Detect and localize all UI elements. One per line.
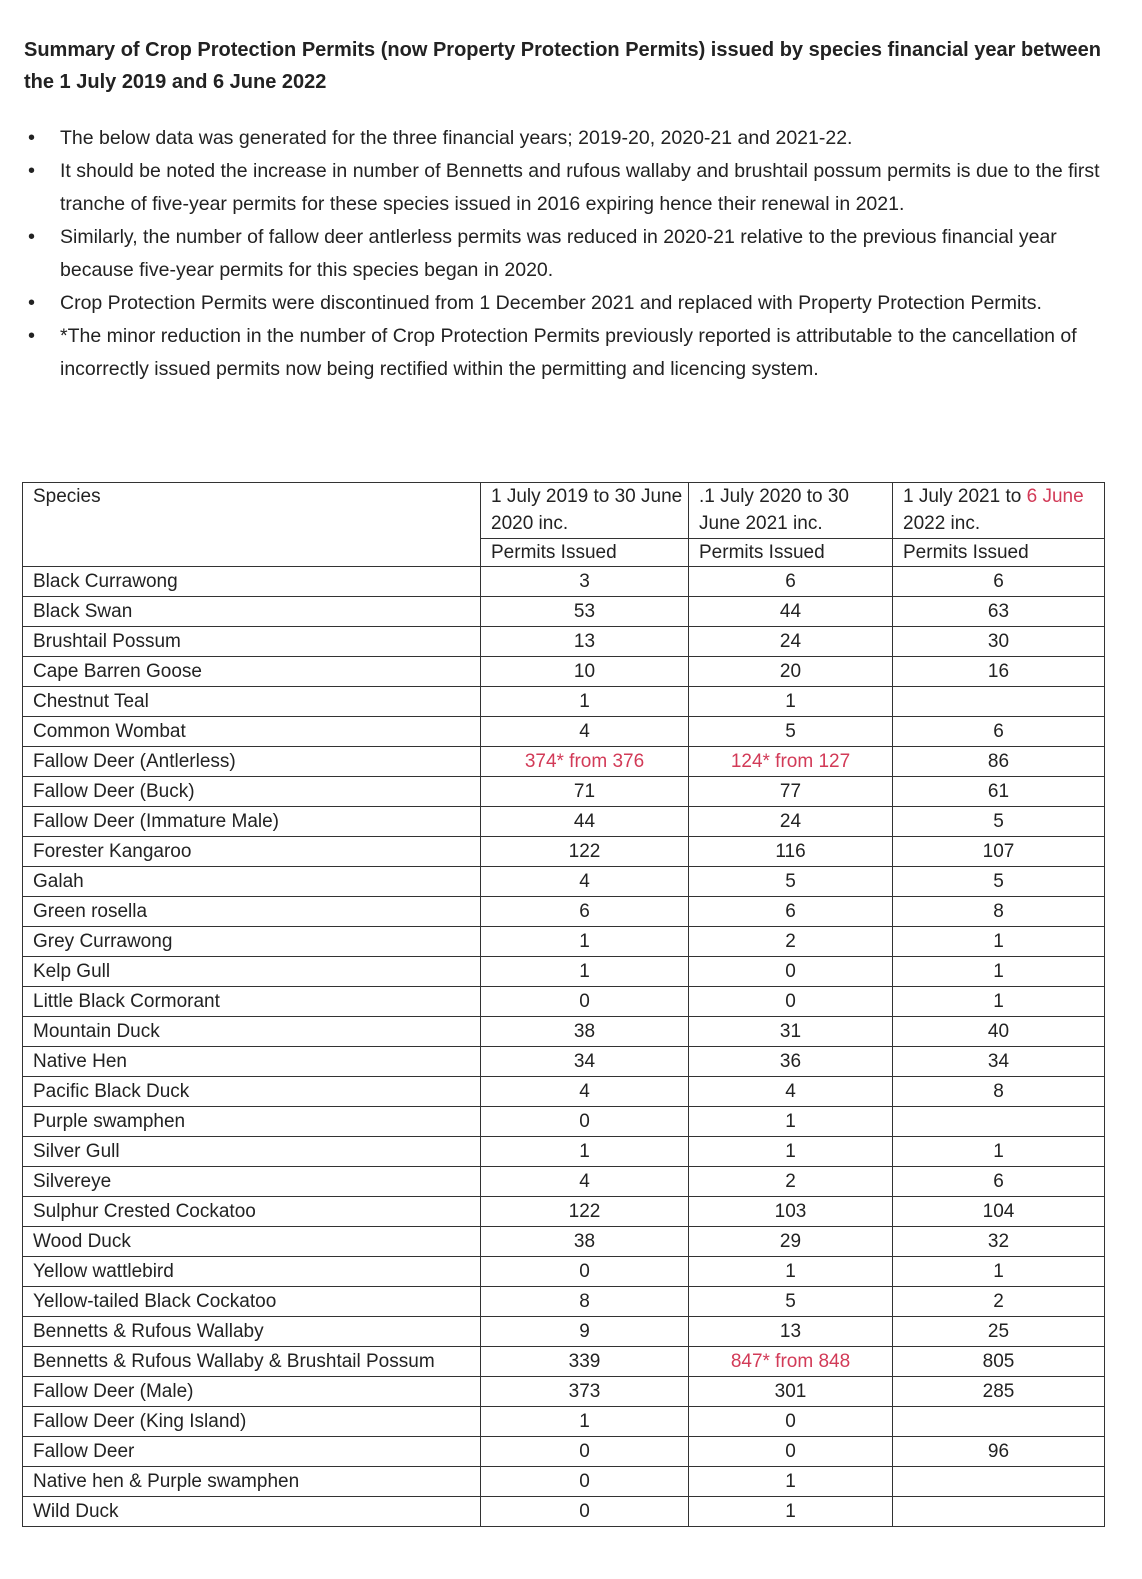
permit-count-cell bbox=[893, 1467, 1105, 1497]
period-2021-22-start: 1 July 2021 to bbox=[903, 486, 1027, 507]
permit-count-cell: 16 bbox=[893, 657, 1105, 687]
permit-count-cell: 1 bbox=[481, 687, 689, 717]
permit-count-cell: 285 bbox=[893, 1377, 1105, 1407]
permit-count-cell: 1 bbox=[689, 1497, 893, 1527]
species-cell: Common Wombat bbox=[23, 717, 481, 747]
period-2019-20-header: 1 July 2019 to 30 June 2020 inc. bbox=[481, 483, 689, 539]
permit-count-cell: 10 bbox=[481, 657, 689, 687]
permits-table bbox=[22, 482, 1105, 1527]
permit-count-cell bbox=[893, 1497, 1105, 1527]
table-row bbox=[23, 717, 1105, 747]
species-cell: Bennetts & Rufous Wallaby bbox=[23, 1317, 481, 1347]
permit-count-cell: 847* from 848 bbox=[689, 1347, 893, 1377]
species-cell: Galah bbox=[23, 867, 481, 897]
permit-count-cell: 1 bbox=[893, 927, 1105, 957]
permit-count-cell: 4 bbox=[481, 1167, 689, 1197]
permit-count-cell: 3 bbox=[481, 567, 689, 597]
period-2021-22-month: June bbox=[1042, 486, 1084, 507]
period-2020-21-header: .1 July 2020 to 30 June 2021 inc. bbox=[689, 483, 893, 539]
permit-count-cell: 1 bbox=[893, 1257, 1105, 1287]
permit-count-cell: 103 bbox=[689, 1197, 893, 1227]
permit-count-cell: 13 bbox=[689, 1317, 893, 1347]
bullet-item bbox=[24, 287, 1109, 320]
permit-count-cell: 29 bbox=[689, 1227, 893, 1257]
permit-count-cell: 38 bbox=[481, 1017, 689, 1047]
bullet-list bbox=[24, 122, 1109, 386]
species-cell: Fallow Deer (Immature Male) bbox=[23, 807, 481, 837]
permit-count-cell: 8 bbox=[481, 1287, 689, 1317]
species-cell: Kelp Gull bbox=[23, 957, 481, 987]
species-cell: Sulphur Crested Cockatoo bbox=[23, 1197, 481, 1227]
bullet-item bbox=[24, 221, 1109, 287]
permit-count-cell: 4 bbox=[481, 717, 689, 747]
permit-count-cell: 4 bbox=[481, 1077, 689, 1107]
species-cell: Little Black Cormorant bbox=[23, 987, 481, 1017]
table-row bbox=[23, 897, 1105, 927]
table-row bbox=[23, 657, 1105, 687]
permit-count-cell: 1 bbox=[893, 1137, 1105, 1167]
table-row bbox=[23, 1227, 1105, 1257]
permit-count-cell: 301 bbox=[689, 1377, 893, 1407]
species-cell: Native Hen bbox=[23, 1047, 481, 1077]
permit-count-cell: 31 bbox=[689, 1017, 893, 1047]
permit-count-cell: 1 bbox=[481, 957, 689, 987]
species-cell: Bennetts & Rufous Wallaby & Brushtail Possum bbox=[23, 1347, 481, 1377]
table-row bbox=[23, 567, 1105, 597]
permit-count-cell: 1 bbox=[689, 1137, 893, 1167]
species-cell: Fallow Deer (Antlerless) bbox=[23, 747, 481, 777]
table-row bbox=[23, 597, 1105, 627]
species-cell: Fallow Deer (Male) bbox=[23, 1377, 481, 1407]
table-row bbox=[23, 1317, 1105, 1347]
species-cell: Wood Duck bbox=[23, 1227, 481, 1257]
permit-count-cell: 44 bbox=[481, 807, 689, 837]
permit-count-cell: 805 bbox=[893, 1347, 1105, 1377]
bullet-text: Crop Protection Permits were discontinued from 1 December 2021 and replaced with Property Protection Permits. bbox=[60, 292, 1042, 314]
permit-count-cell: 2 bbox=[689, 1167, 893, 1197]
species-cell: Chestnut Teal bbox=[23, 687, 481, 717]
bullet-text: Similarly, the number of fallow deer antlerless permits was reduced in 2020-21 relative to the previous financial year because five-year permits for this species began in 2020. bbox=[60, 226, 1057, 281]
permit-count-cell bbox=[893, 1407, 1105, 1437]
table-row bbox=[23, 957, 1105, 987]
permit-count-cell: 5 bbox=[893, 807, 1105, 837]
table-row bbox=[23, 1047, 1105, 1077]
permit-count-cell: 1 bbox=[481, 1137, 689, 1167]
permit-count-cell: 0 bbox=[689, 1407, 893, 1437]
permit-count-cell: 0 bbox=[481, 1107, 689, 1137]
species-cell: Fallow Deer bbox=[23, 1437, 481, 1467]
table-row bbox=[23, 1137, 1105, 1167]
permit-count-cell: 53 bbox=[481, 597, 689, 627]
permit-count-cell: 6 bbox=[893, 717, 1105, 747]
permit-count-cell: 374* from 376 bbox=[481, 747, 689, 777]
permit-count-cell: 24 bbox=[689, 807, 893, 837]
permit-count-cell: 38 bbox=[481, 1227, 689, 1257]
bullet-item bbox=[24, 320, 1109, 386]
permit-count-cell: 40 bbox=[893, 1017, 1105, 1047]
permit-count-cell: 122 bbox=[481, 837, 689, 867]
permit-count-cell: 8 bbox=[893, 1077, 1105, 1107]
period-2021-22-header bbox=[893, 483, 1105, 539]
permit-count-cell: 86 bbox=[893, 747, 1105, 777]
bullet-dot-icon: • bbox=[28, 292, 36, 314]
permit-count-cell: 339 bbox=[481, 1347, 689, 1377]
permit-count-cell: 36 bbox=[689, 1047, 893, 1077]
species-cell: Yellow wattlebird bbox=[23, 1257, 481, 1287]
permit-count-cell: 0 bbox=[689, 957, 893, 987]
permit-count-cell: 1 bbox=[689, 687, 893, 717]
period-2021-22-day: 6 bbox=[1026, 486, 1038, 507]
bullet-dot-icon: • bbox=[28, 160, 36, 182]
species-cell: Native hen & Purple swamphen bbox=[23, 1467, 481, 1497]
permit-count-cell: 77 bbox=[689, 777, 893, 807]
permit-count-cell: 30 bbox=[893, 627, 1105, 657]
table-row bbox=[23, 927, 1105, 957]
permits-issued-subheader: Permits Issued bbox=[689, 539, 893, 567]
permit-count-cell: 44 bbox=[689, 597, 893, 627]
table-row bbox=[23, 1347, 1105, 1377]
table-row bbox=[23, 1167, 1105, 1197]
species-cell: Black Swan bbox=[23, 597, 481, 627]
permit-count-cell: 6 bbox=[689, 567, 893, 597]
species-cell: Mountain Duck bbox=[23, 1017, 481, 1047]
species-column-header: Species bbox=[23, 483, 481, 567]
permit-count-cell: 25 bbox=[893, 1317, 1105, 1347]
permit-count-cell: 0 bbox=[481, 1437, 689, 1467]
permit-count-cell: 8 bbox=[893, 897, 1105, 927]
table-row bbox=[23, 987, 1105, 1017]
table-row bbox=[23, 1107, 1105, 1137]
permit-count-cell: 1 bbox=[689, 1257, 893, 1287]
table-row bbox=[23, 1437, 1105, 1467]
permit-count-cell: 0 bbox=[481, 987, 689, 1017]
table-row bbox=[23, 1377, 1105, 1407]
permit-count-cell: 124* from 127 bbox=[689, 747, 893, 777]
species-cell: Wild Duck bbox=[23, 1497, 481, 1527]
permit-count-cell: 6 bbox=[893, 1167, 1105, 1197]
permit-count-cell: 6 bbox=[893, 567, 1105, 597]
permit-count-cell: 1 bbox=[689, 1467, 893, 1497]
bullet-text: It should be noted the increase in number of Bennetts and rufous wallaby and brushtail possum permits is due to the first tranche of five-year permits for these species issued in 2016 expiring hence their renewal in 2021. bbox=[60, 160, 1100, 215]
permits-issued-subheader: Permits Issued bbox=[481, 539, 689, 567]
permit-count-cell: 96 bbox=[893, 1437, 1105, 1467]
permit-count-cell: 1 bbox=[481, 1407, 689, 1437]
permit-count-cell: 9 bbox=[481, 1317, 689, 1347]
permit-count-cell: 373 bbox=[481, 1377, 689, 1407]
period-2021-22-end: 2022 inc. bbox=[903, 513, 981, 534]
bullet-dot-icon: • bbox=[28, 127, 36, 149]
table-row bbox=[23, 1497, 1105, 1527]
permit-count-cell: 2 bbox=[893, 1287, 1105, 1317]
permit-count-cell: 1 bbox=[481, 927, 689, 957]
table-body bbox=[23, 567, 1105, 1527]
table-row bbox=[23, 1467, 1105, 1497]
permit-count-cell: 61 bbox=[893, 777, 1105, 807]
table-header bbox=[23, 483, 1105, 567]
species-cell: Purple swamphen bbox=[23, 1107, 481, 1137]
table-row bbox=[23, 1287, 1105, 1317]
permit-count-cell: 34 bbox=[481, 1047, 689, 1077]
species-cell: Green rosella bbox=[23, 897, 481, 927]
permit-count-cell: 122 bbox=[481, 1197, 689, 1227]
permit-count-cell: 5 bbox=[893, 867, 1105, 897]
permit-count-cell: 6 bbox=[689, 897, 893, 927]
permit-count-cell: 32 bbox=[893, 1227, 1105, 1257]
permits-issued-subheader: Permits Issued bbox=[893, 539, 1105, 567]
permit-count-cell: 0 bbox=[481, 1467, 689, 1497]
permit-count-cell: 2 bbox=[689, 927, 893, 957]
permit-count-cell: 1 bbox=[893, 957, 1105, 987]
table-row bbox=[23, 1077, 1105, 1107]
permit-count-cell: 104 bbox=[893, 1197, 1105, 1227]
permit-count-cell: 4 bbox=[689, 1077, 893, 1107]
species-cell: Black Currawong bbox=[23, 567, 481, 597]
permit-count-cell: 63 bbox=[893, 597, 1105, 627]
table-row bbox=[23, 777, 1105, 807]
permit-count-cell: 4 bbox=[481, 867, 689, 897]
bullet-dot-icon: • bbox=[28, 226, 36, 248]
species-cell: Brushtail Possum bbox=[23, 627, 481, 657]
permit-count-cell: 34 bbox=[893, 1047, 1105, 1077]
species-cell: Silver Gull bbox=[23, 1137, 481, 1167]
permit-count-cell: 1 bbox=[689, 1107, 893, 1137]
table-row bbox=[23, 1197, 1105, 1227]
permit-count-cell: 5 bbox=[689, 867, 893, 897]
bullet-item bbox=[24, 122, 1109, 155]
permit-count-cell: 107 bbox=[893, 837, 1105, 867]
table-row bbox=[23, 837, 1105, 867]
table-row bbox=[23, 687, 1105, 717]
permit-count-cell: 71 bbox=[481, 777, 689, 807]
permit-count-cell: 116 bbox=[689, 837, 893, 867]
table-row bbox=[23, 807, 1105, 837]
permit-count-cell: 20 bbox=[689, 657, 893, 687]
permit-count-cell: 6 bbox=[481, 897, 689, 927]
bullet-text: *The minor reduction in the number of Crop Protection Permits previously reported is attributable to the cancellation of incorrectly issued permits now being rectified within the permitting and licencing system. bbox=[60, 325, 1077, 380]
species-cell: Fallow Deer (King Island) bbox=[23, 1407, 481, 1437]
permit-count-cell: 5 bbox=[689, 717, 893, 747]
permit-count-cell: 0 bbox=[481, 1497, 689, 1527]
permit-count-cell: 0 bbox=[689, 1437, 893, 1467]
permit-count-cell bbox=[893, 687, 1105, 717]
permit-count-cell: 5 bbox=[689, 1287, 893, 1317]
table-row bbox=[23, 1407, 1105, 1437]
species-cell: Pacific Black Duck bbox=[23, 1077, 481, 1107]
permit-count-cell: 0 bbox=[689, 987, 893, 1017]
permit-count-cell: 13 bbox=[481, 627, 689, 657]
document-title: Summary of Crop Protection Permits (now Property Protection Permits) issued by species financial year between the 1 July 2019 and 6 June 2022 bbox=[24, 39, 1101, 93]
permit-count-cell bbox=[893, 1107, 1105, 1137]
table-row bbox=[23, 867, 1105, 897]
species-cell: Forester Kangaroo bbox=[23, 837, 481, 867]
bullet-dot-icon: • bbox=[28, 325, 36, 347]
table-row bbox=[23, 1017, 1105, 1047]
species-cell: Yellow-tailed Black Cockatoo bbox=[23, 1287, 481, 1317]
permit-count-cell: 1 bbox=[893, 987, 1105, 1017]
bullet-text: The below data was generated for the three financial years; 2019-20, 2020-21 and 2021-22. bbox=[60, 127, 853, 149]
table-row bbox=[23, 1257, 1105, 1287]
species-cell: Silvereye bbox=[23, 1167, 481, 1197]
species-cell: Grey Currawong bbox=[23, 927, 481, 957]
species-cell: Cape Barren Goose bbox=[23, 657, 481, 687]
bullet-item bbox=[24, 155, 1109, 221]
permit-count-cell: 0 bbox=[481, 1257, 689, 1287]
table-row bbox=[23, 627, 1105, 657]
table-row bbox=[23, 747, 1105, 777]
permit-count-cell: 24 bbox=[689, 627, 893, 657]
species-cell: Fallow Deer (Buck) bbox=[23, 777, 481, 807]
